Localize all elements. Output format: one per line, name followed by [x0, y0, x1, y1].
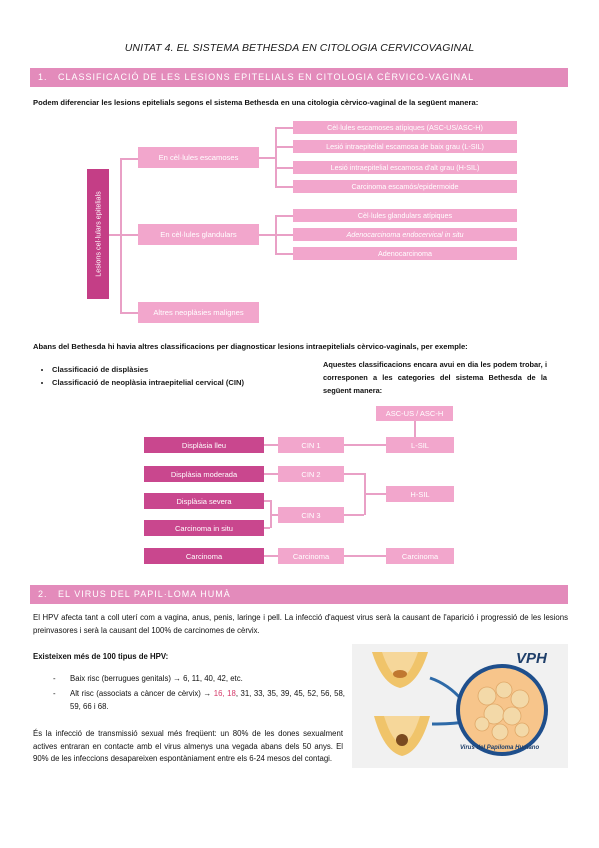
section-1-intro: Podem diferenciar les lesions epitelials segons el sistema Bethesda en una citologia cèrvico-vaginal de la següent manera: — [33, 98, 479, 107]
carcinoma-in-situ: Carcinoma in situ — [144, 520, 264, 536]
dysplasia-carcinoma: Carcinoma — [144, 548, 264, 564]
before-bethesda-text: Abans del Bethesda hi havia altres classificacions per diagnosticar lesions intraepitelials cèrvico-vaginals, per exemple: — [33, 342, 468, 351]
leaf-hsil: Lesió intraepitelial escamosa d'alt grau (H-SIL) — [293, 161, 517, 174]
leaf-atypical-glandular: Cèl·lules glandulars atípiques — [293, 209, 517, 222]
high-risk-text: Alt risc (associats a càncer de cèrvix) → 16, 18, 31, 33, 35, 39, 45, 52, 56, 58, 59, 66 i 68. — [70, 689, 345, 711]
cin-carcinoma: Carcinoma — [278, 548, 344, 564]
dysplasia-mild: Displàsia lleu — [144, 437, 264, 453]
aside-text: Aquestes classificacions encara avui en dia les podem trobar, i corresponen a les categories del sistema Bethesda de la següent manera: — [323, 360, 547, 395]
branch-glandular: En cèl·lules glandulars — [138, 224, 259, 245]
section-1-header — [30, 68, 568, 87]
dysplasia-moderate: Displàsia moderada — [144, 466, 264, 482]
section-1-title: CLASSIFICACIÓ DE LES LESIONS EPITELIALS EN CITOLOGIA CÈRVICO-VAGINAL — [58, 72, 475, 82]
bethesda-hsil: H-SIL — [386, 486, 454, 502]
hpv-intro: El HPV afecta tant a coll uterí com a vagina, anus, penis, laringe i pell. La infecció d'aquest virus serà la causant de l'aparició i progressió de les lesions preinvasores i serà la causant del 100% de carcinomes de cèrvix. — [33, 613, 568, 635]
document-title: UNITAT 4. EL SISTEMA BETHESDA EN CITOLOGIA CERVICOVAGINAL — [124, 42, 475, 54]
cin-2: CIN 2 — [278, 466, 344, 482]
hpv-types-heading: Existeixen més de 100 tipus de HPV: — [33, 652, 169, 661]
leaf-lsil: Lesió intraepitelial escamosa de baix grau (L-SIL) — [293, 140, 517, 153]
high-risk-highlight: 16, 18 — [213, 689, 236, 698]
list-item: • Classificació de displàsies — [52, 363, 322, 376]
classification-list — [38, 363, 322, 389]
leaf-squamous-carcinoma: Carcinoma escamós/epidermoide — [293, 180, 517, 193]
tree-root-label: Lesions cel·lulars epitelials — [93, 191, 103, 277]
section-2-number: 2. — [38, 589, 48, 599]
branch-other: Altres neoplàsies malignes — [138, 302, 259, 323]
leaf-adenocarcinoma: Adenocarcinoma — [293, 247, 517, 260]
dysplasia-severe: Displàsia severa — [144, 493, 264, 509]
section-1-number: 1. — [38, 72, 48, 82]
branch-squamous: En cèl·lules escamoses — [138, 147, 259, 168]
figure-title: VPH — [516, 650, 547, 667]
bethesda-carcinoma: Carcinoma — [386, 548, 454, 564]
cin-1: CIN 1 — [278, 437, 344, 453]
leaf-adenocarcinoma-in-situ: Adenocarcinoma endocervical in situ — [293, 228, 517, 241]
bethesda-lsil: L-SIL — [386, 437, 454, 453]
list-item: • Classificació de neoplàsia intraepitelial cervical (CIN) — [52, 376, 322, 389]
figure-caption: Virus del Papiloma Humano — [460, 745, 540, 751]
bethesda-asc: ASC-US / ASC-H — [376, 406, 453, 421]
section-2-title: EL VIRUS DEL PAPIL·LOMA HUMÀ — [58, 589, 231, 599]
infection-text: És la infecció de transmissió sexual més freqüent: un 80% de les dones sexualment actives entraran en contacte amb el virus almenys una vegada abans dels 50 anys. El 90% de les infeccions desapareixen espontàniament entre els 6-24 mesos del contagi. — [33, 729, 343, 763]
leaf-asc: Cèl·lules escamoses atípiques (ASC-US/ASC-H) — [293, 121, 517, 134]
tree-root-box — [87, 169, 109, 299]
low-risk-text: Baix risc (berrugues genitals) → 6, 11, 40, 42, etc. — [70, 674, 243, 683]
section-2-header — [30, 585, 568, 604]
cin-3: CIN 3 — [278, 507, 344, 523]
hpv-figure — [352, 644, 568, 768]
